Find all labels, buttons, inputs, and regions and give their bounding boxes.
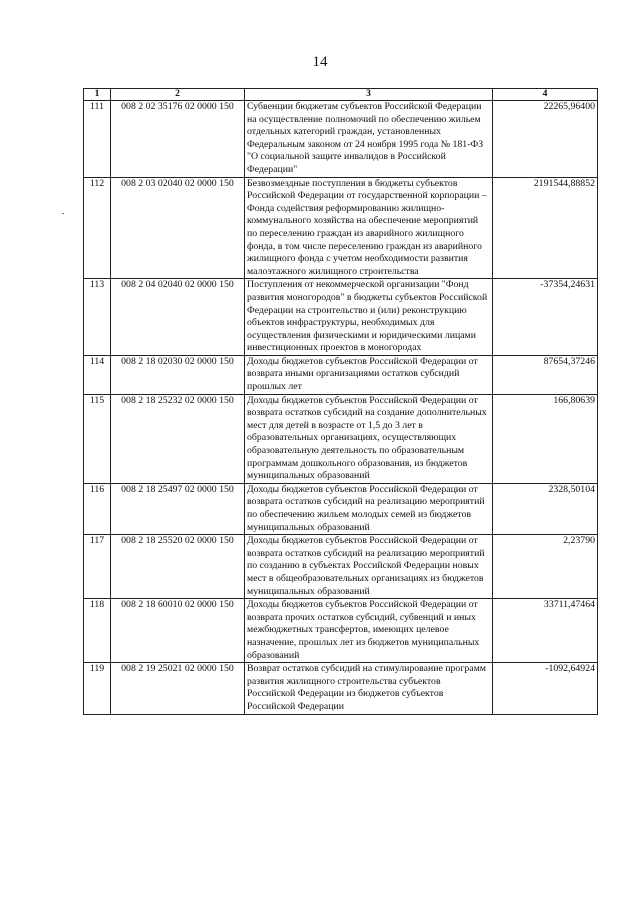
table-row (84, 101, 598, 178)
table-header-row (84, 89, 598, 101)
row-description: Доходы бюджетов субъектов Российской Федерации от возврата остатков субсидий на реализацию мероприятий по созданию в субъектах Российской Федерации новых мест в общеобразовательных организациях из бюджетов муниципальных образований (245, 535, 493, 599)
row-amount: 33711,47464 (493, 599, 598, 663)
budget-revenue-table (83, 88, 598, 715)
budget-code: 008 2 18 60010 02 0000 150 (111, 599, 245, 663)
row-description: Субвенции бюджетам субъектов Российской Федерации на осуществление полномочий по обеспечению жильем отдельных категорий граждан, установленных Федеральным законом от 24 ноября 1995 года № 181-ФЗ "О социальной защите инвалидов в Российской Федерации" (245, 101, 493, 178)
row-amount: 87654,37246 (493, 355, 598, 394)
row-number: 112 (84, 177, 111, 279)
row-amount: -1092,64924 (493, 663, 598, 714)
row-amount: 2328,50104 (493, 483, 598, 534)
table-row (84, 535, 598, 599)
table-row (84, 599, 598, 663)
table-row (84, 279, 598, 356)
page-number: 14 (312, 54, 328, 70)
row-number: 115 (84, 394, 111, 483)
scan-speck (62, 213, 64, 214)
row-number: 118 (84, 599, 111, 663)
row-amount: -37354,24631 (493, 279, 598, 356)
table-row (84, 663, 598, 714)
column-header-description: 3 (245, 89, 493, 101)
budget-code: 008 2 18 25497 02 0000 150 (111, 483, 245, 534)
row-description: Безвозмездные поступления в бюджеты субъектов Российской Федерации от государственной корпорации – Фонда содействия реформированию жилищно-коммунального хозяйства на обеспечение мероприятий по переселению граждан из аварийного жилищного фонда, в том числе переселению граждан из аварийного жилищного фонда с учетом необходимости развития малоэтажного жилищного строительства (245, 177, 493, 279)
row-amount: 22265,96400 (493, 101, 598, 178)
row-amount: 2,23790 (493, 535, 598, 599)
row-description: Доходы бюджетов субъектов Российской Федерации от возврата прочих остатков субсидий, субвенций и иных межбюджетных трансфертов, имеющих целевое назначение, прошлых лет из бюджетов муниципальных образований (245, 599, 493, 663)
budget-code: 008 2 03 02040 02 0000 150 (111, 177, 245, 279)
table-row (84, 177, 598, 279)
budget-code: 008 2 18 25232 02 0000 150 (111, 394, 245, 483)
column-header-amount: 4 (493, 89, 598, 101)
column-header-code: 2 (111, 89, 245, 101)
budget-code: 008 2 04 02040 02 0000 150 (111, 279, 245, 356)
row-description: Возврат остатков субсидий на стимулирование программ развития жилищного строительства субъектов Российской Федерации из бюджетов субъектов Российской Федерации (245, 663, 493, 714)
budget-code: 008 2 18 25520 02 0000 150 (111, 535, 245, 599)
row-number: 113 (84, 279, 111, 356)
table-row (84, 483, 598, 534)
row-number: 116 (84, 483, 111, 534)
budget-code: 008 2 18 02030 02 0000 150 (111, 355, 245, 394)
table-row (84, 355, 598, 394)
column-header-number: 1 (84, 89, 111, 101)
table-row (84, 394, 598, 483)
row-number: 114 (84, 355, 111, 394)
row-amount: 2191544,88852 (493, 177, 598, 279)
row-number: 117 (84, 535, 111, 599)
budget-code: 008 2 02 35176 02 0000 150 (111, 101, 245, 178)
row-amount: 166,80639 (493, 394, 598, 483)
row-description: Доходы бюджетов субъектов Российской Федерации от возврата остатков субсидий на реализацию мероприятий по обеспечению жильем молодых семей из бюджетов муниципальных образований (245, 483, 493, 534)
row-number: 111 (84, 101, 111, 178)
row-description: Доходы бюджетов субъектов Российской Федерации от возврата иными организациями остатков субсидий прошлых лет (245, 355, 493, 394)
row-description: Поступления от некоммерческой организации "Фонд развития моногородов" в бюджеты субъектов Российской Федерации на строительство и (или) реконструкцию объектов инфраструктуры, необходимых для осуществления физическими и юридическими лицами инвестиционных проектов в моногородах (245, 279, 493, 356)
row-number: 119 (84, 663, 111, 714)
row-description: Доходы бюджетов субъектов Российской Федерации от возврата остатков субсидий на создание дополнительных мест для детей в возрасте от 1,5 до 3 лет в образовательных организациях, осуществляющих образовательную деятельность по образовательным программам дошкольного образования, из бюджетов муниципальных образований (245, 394, 493, 483)
budget-code: 008 2 19 25021 02 0000 150 (111, 663, 245, 714)
